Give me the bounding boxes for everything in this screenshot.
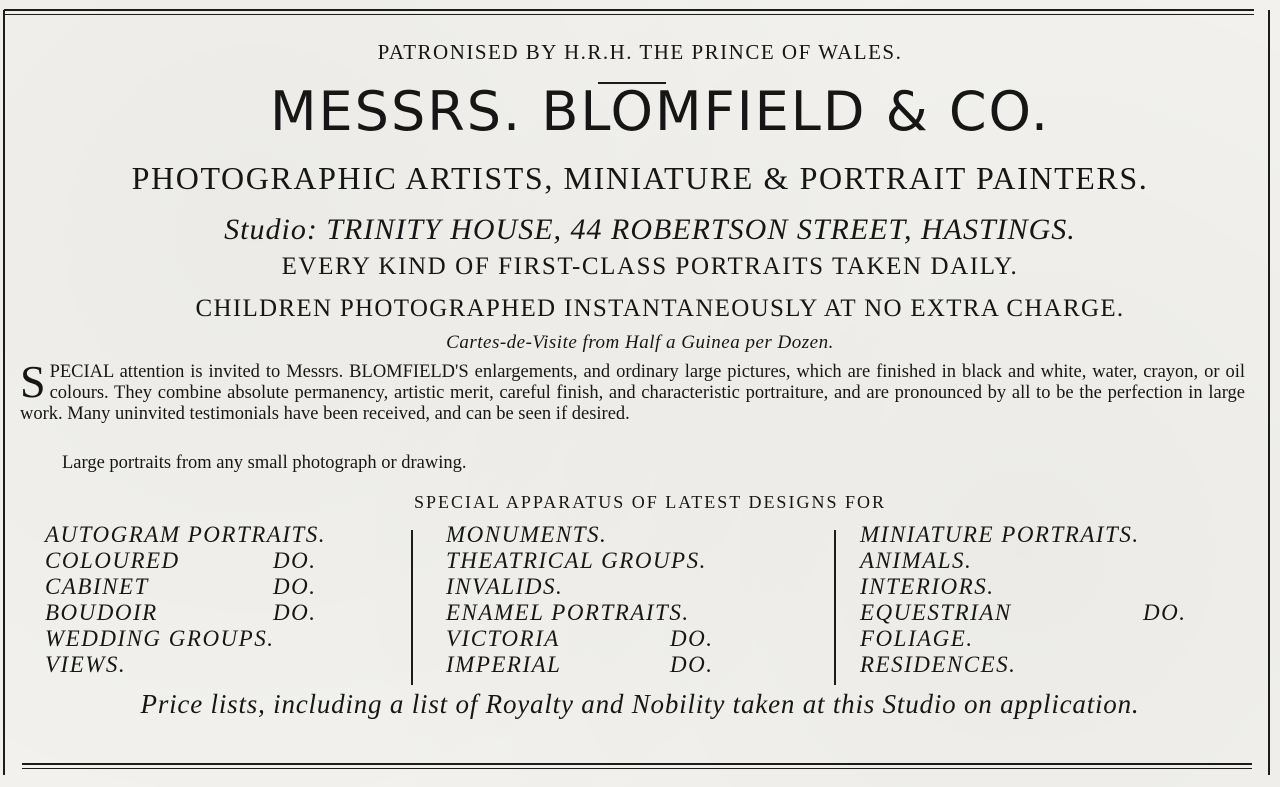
- service-item: [446, 600, 707, 626]
- service-name: ANIMALS.: [860, 548, 973, 573]
- ditto-mark: DO.: [273, 548, 317, 573]
- services-column-2: [446, 522, 714, 678]
- ditto-mark: DO.: [670, 652, 714, 677]
- service-name: THEATRICAL GROUPS.: [446, 548, 707, 573]
- service-name: VICTORIA: [446, 626, 560, 651]
- ditto-mark: DO.: [1143, 600, 1187, 625]
- drop-cap: S: [20, 356, 46, 407]
- service-item: [45, 522, 326, 548]
- service-name: MINIATURE PORTRAITS.: [860, 522, 1140, 547]
- service-item: [446, 626, 714, 652]
- service-item: [860, 626, 1140, 652]
- service-name: FOLIAGE.: [860, 626, 974, 651]
- service-name: ENAMEL PORTRAITS.: [446, 600, 690, 625]
- service-item: [860, 522, 1140, 548]
- apparatus-heading: SPECIAL APPARATUS OF LATEST DESIGNS FOR: [414, 492, 886, 512]
- service-name: BOUDOIR: [45, 600, 158, 625]
- portraits-daily-line: EVERY KIND OF FIRST-CLASS PORTRAITS TAKEN DAILY.: [281, 253, 1019, 280]
- service-name: INVALIDS.: [446, 574, 564, 599]
- service-name: VIEWS.: [45, 652, 127, 677]
- paragraph-text: PECIAL attention is invited to Messrs. BLOMFIELD'S enlargements, and ordinary large pictures, which are finished in black and white, water, crayon, or oil colours. They combine absolute permanency, artistic merit, careful finish, and characteristic portraiture, and are pronounced by all to be the perfection in large work. Many uninvited testimonials have been received, and can be seen if desired.: [20, 362, 1245, 424]
- cartes-de-visite-line: Cartes-de-Visite from Half a Guinea per Dozen.: [446, 332, 834, 353]
- service-name: MONUMENTS.: [446, 522, 608, 547]
- service-item: [45, 600, 326, 626]
- company-subtitle: PHOTOGRAPHIC ARTISTS, MINIATURE & PORTRAIT PAINTERS.: [131, 160, 1149, 196]
- company-title: MESSRS. BLOMFIELD & CO.: [269, 80, 1051, 143]
- service-item: [45, 652, 326, 678]
- column-divider-2: [834, 530, 836, 685]
- ditto-mark: DO.: [273, 600, 317, 625]
- service-item: [860, 600, 1187, 626]
- patron-line: PATRONISED BY H.R.H. THE PRINCE OF WALES.: [377, 40, 903, 64]
- service-item: [860, 574, 1140, 600]
- ditto-mark: DO.: [670, 626, 714, 651]
- service-item: [446, 574, 707, 600]
- service-name: AUTOGRAM PORTRAITS.: [45, 522, 327, 547]
- service-item: [45, 548, 326, 574]
- service-name: COLOURED: [45, 548, 180, 573]
- service-item: [446, 548, 707, 574]
- service-item: [860, 548, 1140, 574]
- service-name: IMPERIAL: [446, 652, 562, 677]
- bottom-border-rule-thin: [22, 768, 1252, 769]
- studio-address: Studio: TRINITY HOUSE, 44 ROBERTSON STREET, HASTINGS.: [224, 213, 1076, 246]
- service-name: INTERIORS.: [860, 574, 995, 599]
- service-item: [45, 626, 326, 652]
- children-line: CHILDREN PHOTOGRAPHED INSTANTANEOUSLY AT NO EXTRA CHARGE.: [195, 295, 1125, 322]
- service-name: RESIDENCES.: [860, 652, 1017, 677]
- service-item: [446, 522, 707, 548]
- large-portraits-line: Large portraits from any small photograph or drawing.: [62, 453, 467, 473]
- service-name: EQUESTRIAN: [860, 600, 1012, 625]
- column-divider-1: [411, 530, 413, 685]
- ditto-mark: DO.: [273, 574, 317, 599]
- bottom-border-rule: [22, 763, 1252, 765]
- service-name: CABINET: [45, 574, 149, 599]
- top-border-rule: [4, 9, 1254, 11]
- special-attention-paragraph: [20, 356, 1245, 425]
- services-column-3: [860, 522, 1187, 678]
- service-item: [45, 574, 326, 600]
- service-name: WEDDING GROUPS.: [45, 626, 275, 651]
- services-column-1: [45, 522, 326, 678]
- top-border-rule-thin: [4, 14, 1254, 15]
- service-item: [860, 652, 1140, 678]
- service-item: [446, 652, 714, 678]
- price-lists-note: Price lists, including a list of Royalty and Nobility taken at this Studio on application.: [140, 689, 1140, 719]
